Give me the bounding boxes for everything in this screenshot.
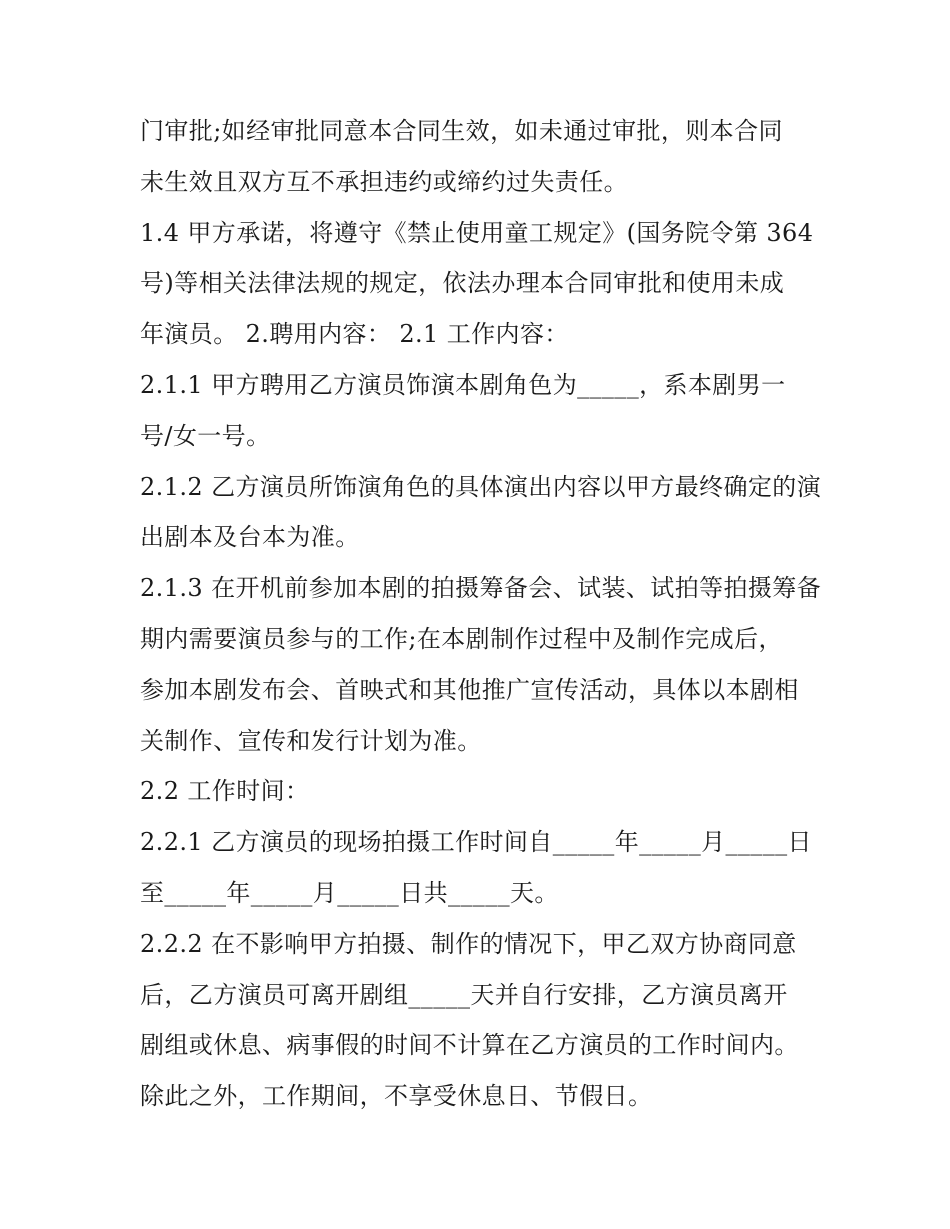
text-line: 参加本剧发布会、首映式和其他推广宣传活动，具体以本剧相: [140, 675, 799, 704]
text-line: 2.2.1 乙方演员的现场拍摄工作时间自_____年_____月_____日: [140, 828, 812, 857]
text-line: 2.2 工作时间：: [140, 777, 310, 806]
text-line: 关制作、宣传和发行计划为准。: [140, 726, 482, 755]
text-line: 号)等相关法律法规的规定，依法办理本合同审批和使用未成: [140, 269, 785, 298]
text-line: 号/女一号。: [140, 421, 271, 450]
text-line: 2.1.3 在开机前参加本剧的拍摄筹备会、试装、试拍等拍摄筹备: [140, 574, 822, 603]
text-line: 出剧本及台本为准。: [140, 523, 360, 552]
text-line: 2.1.1 甲方聘用乙方演员饰演本剧角色为_____，系本剧男一: [140, 370, 786, 399]
text-line: 除此之外，工作期间，不享受休息日、节假日。: [140, 1082, 653, 1111]
text-line: 1.4 甲方承诺，将遵守《禁止使用童工规定》(国务院令第 364: [140, 218, 814, 247]
text-line: 年演员。 2.聘用内容： 2.1 工作内容：: [140, 320, 569, 349]
text-line: 2.1.2 乙方演员所饰演角色的具体演出内容以甲方最终确定的演: [140, 472, 822, 501]
text-line: 2.2.2 在不影响甲方拍摄、制作的情况下，甲乙双方协商同意: [140, 929, 797, 958]
text-line: 门审批;如经审批同意本合同生效，如未通过审批，则本合同: [140, 117, 783, 145]
text-line: 剧组或休息、病事假的时间不计算在乙方演员的工作时间内。: [140, 1031, 799, 1060]
text-line: 期内需要演员参与的工作;在本剧制作过程中及制作完成后，: [140, 624, 783, 653]
text-line: 未生效且双方互不承担违约或缔约过失责任。: [140, 167, 628, 196]
contract-body-text: [140, 106, 820, 1122]
text-line: 后，乙方演员可离开剧组_____天并自行安排，乙方演员离开: [140, 980, 788, 1009]
text-line: 至_____年_____月_____日共_____天。: [140, 878, 559, 907]
